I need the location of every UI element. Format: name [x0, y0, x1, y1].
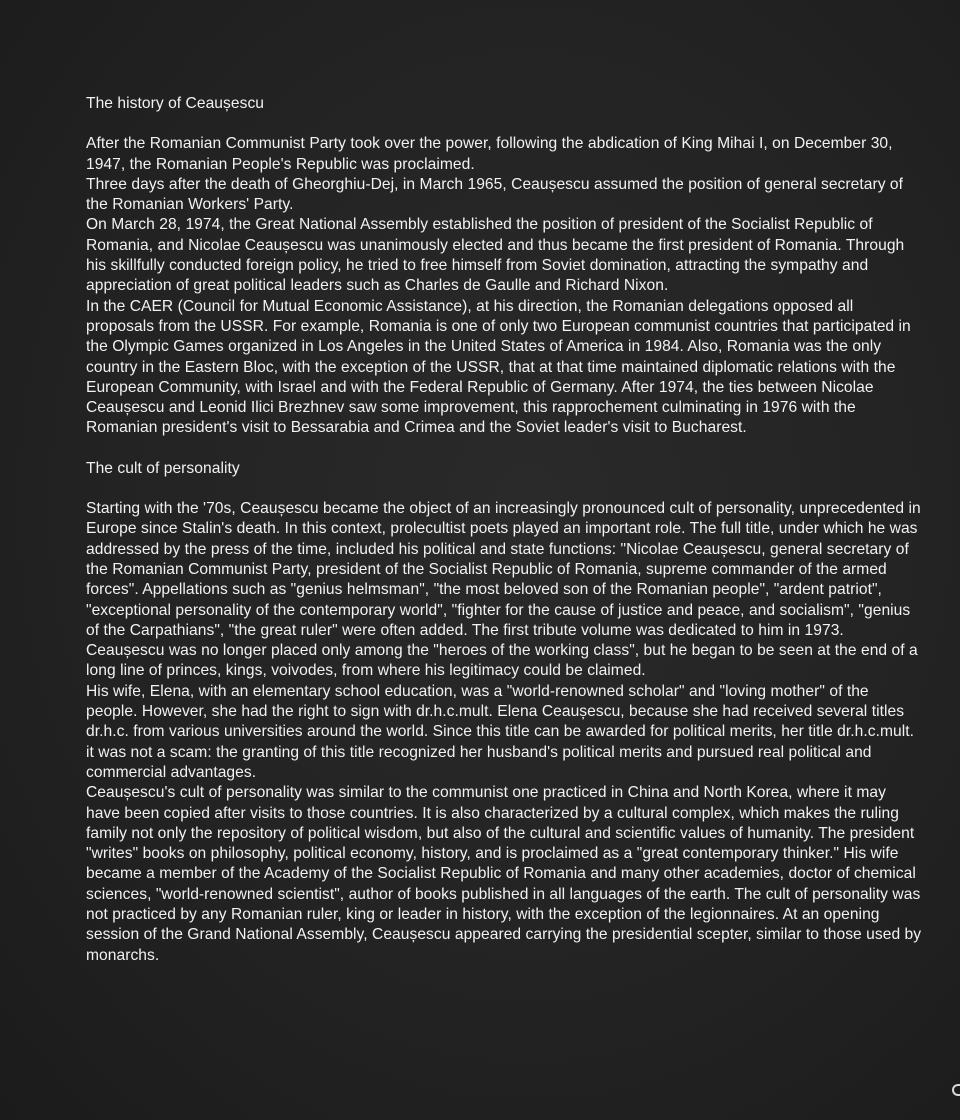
section-heading: The history of Ceaușescu: [86, 95, 265, 112]
paragraph: Three days after the death of Gheorghiu-Dej, in March 1965, Ceaușescu assumed the position of general secretary of the Romanian Workers' Party.: [86, 175, 904, 214]
paragraph: Ceaușescu's cult of personality was similar to the communist one practiced in China and North Korea, where it may have been copied after visits to those countries. It is also characterized by a cultural complex, which makes the ruling family not only the repository of political wisdom, but also of the cultural and scientific values of humanity. The president "writes" books on philosophy, political economy, history, and is proclaimed as a "great contemporary thinker." His wife became a member of the Academy of the Socialist Republic of Romania and many other academies, doctor of chemical sciences, "world-renowned scientist", author of books published in all languages of the earth. The cult of personality was not practiced by any Romanian ruler, king or leader in history, with the exception of the legionnaires. At an opening session of the Grand National Assembly, Ceaușescu appeared carrying the presidential scepter, similar to those used by monarchs.: [86, 784, 922, 964]
section-cult-of-personality: [86, 459, 922, 966]
paragraph: After the Romanian Communist Party took over the power, following the abdication of King Mihai I, on December 30, 1947, the Romanian People's Republic was proclaimed.: [86, 135, 893, 173]
paragraph: His wife, Elena, with an elementary school education, was a "world-renowned scholar" and "loving mother" of the people. However, she had the right to sign with dr.h.c.mult. Elena Ceaușescu, because she had received several titles dr.h.c. from various universities around the world. Since this title can be awarded for political merits, her title dr.h.c.mult. it was not a scam: the granting of this title recognized her husband's political merits and pursued real political and commercial advantages.: [86, 682, 915, 781]
section-history: [86, 94, 922, 439]
section-divider: [86, 439, 922, 459]
section-heading: The cult of personality: [86, 459, 240, 477]
paragraph: On March 28, 1974, the Great National Assembly established the position of president of the Socialist Republic of Romania, and Nicolae Ceaușescu was unanimously elected and thus became the first president of Romania. Through his skillfully conducted foreign policy, he tried to free himself from Soviet domination, attracting the sympathy and appreciation of great political leaders such as Charles de Gaulle and Richard Nixon.: [86, 216, 905, 295]
exhibit-text-panel: [86, 94, 922, 966]
edge-fixture-mark: [952, 1084, 960, 1096]
paragraph: Starting with the '70s, Ceaușescu became the object of an increasingly pronounced cult of personality, unprecedented in Europe since Stalin's death. In this context, prolecultist poets played an important role. The full title, under which he was addressed by the press of the time, included his political and state functions: "Nicolae Ceaușescu, general secretary of the Romanian Communist Party, president of the Socialist Republic of Romania, supreme commander of the armed forces". Appellations such as "genius helmsman", "the most beloved son of the Romanian people", "ardent patriot", "exceptional personality of the contemporary world", "fighter for the cause of justice and peace, and socialism", "genius of the Carpathians", "the great ruler" were often added. The first tribute volume was dedicated to him in 1973. Ceaușescu was no longer placed only among the "heroes of the working class", but he began to be seen at the end of a long line of princes, kings, voivodes, from where his legitimacy could be claimed.: [86, 500, 921, 680]
paragraph: In the CAER (Council for Mutual Economic Assistance), at his direction, the Romanian delegations opposed all proposals from the USSR. For example, Romania is one of only two European communist countries that participated in the Olympic Games organized in Los Angeles in the United States of America in 1984. Also, Romania was the only country in the Eastern Bloc, with the exception of the USSR, that at that time maintained diplomatic relations with the European Community, with Israel and with the Federal Republic of Germany. After 1974, the ties between Nicolae Ceaușescu and Leonid Ilici Brezhnev saw some improvement, this rapprochement culminating in 1976 with the Romanian president's visit to Bessarabia and Crimea and the Soviet leader's visit to Bucharest.: [86, 297, 911, 437]
